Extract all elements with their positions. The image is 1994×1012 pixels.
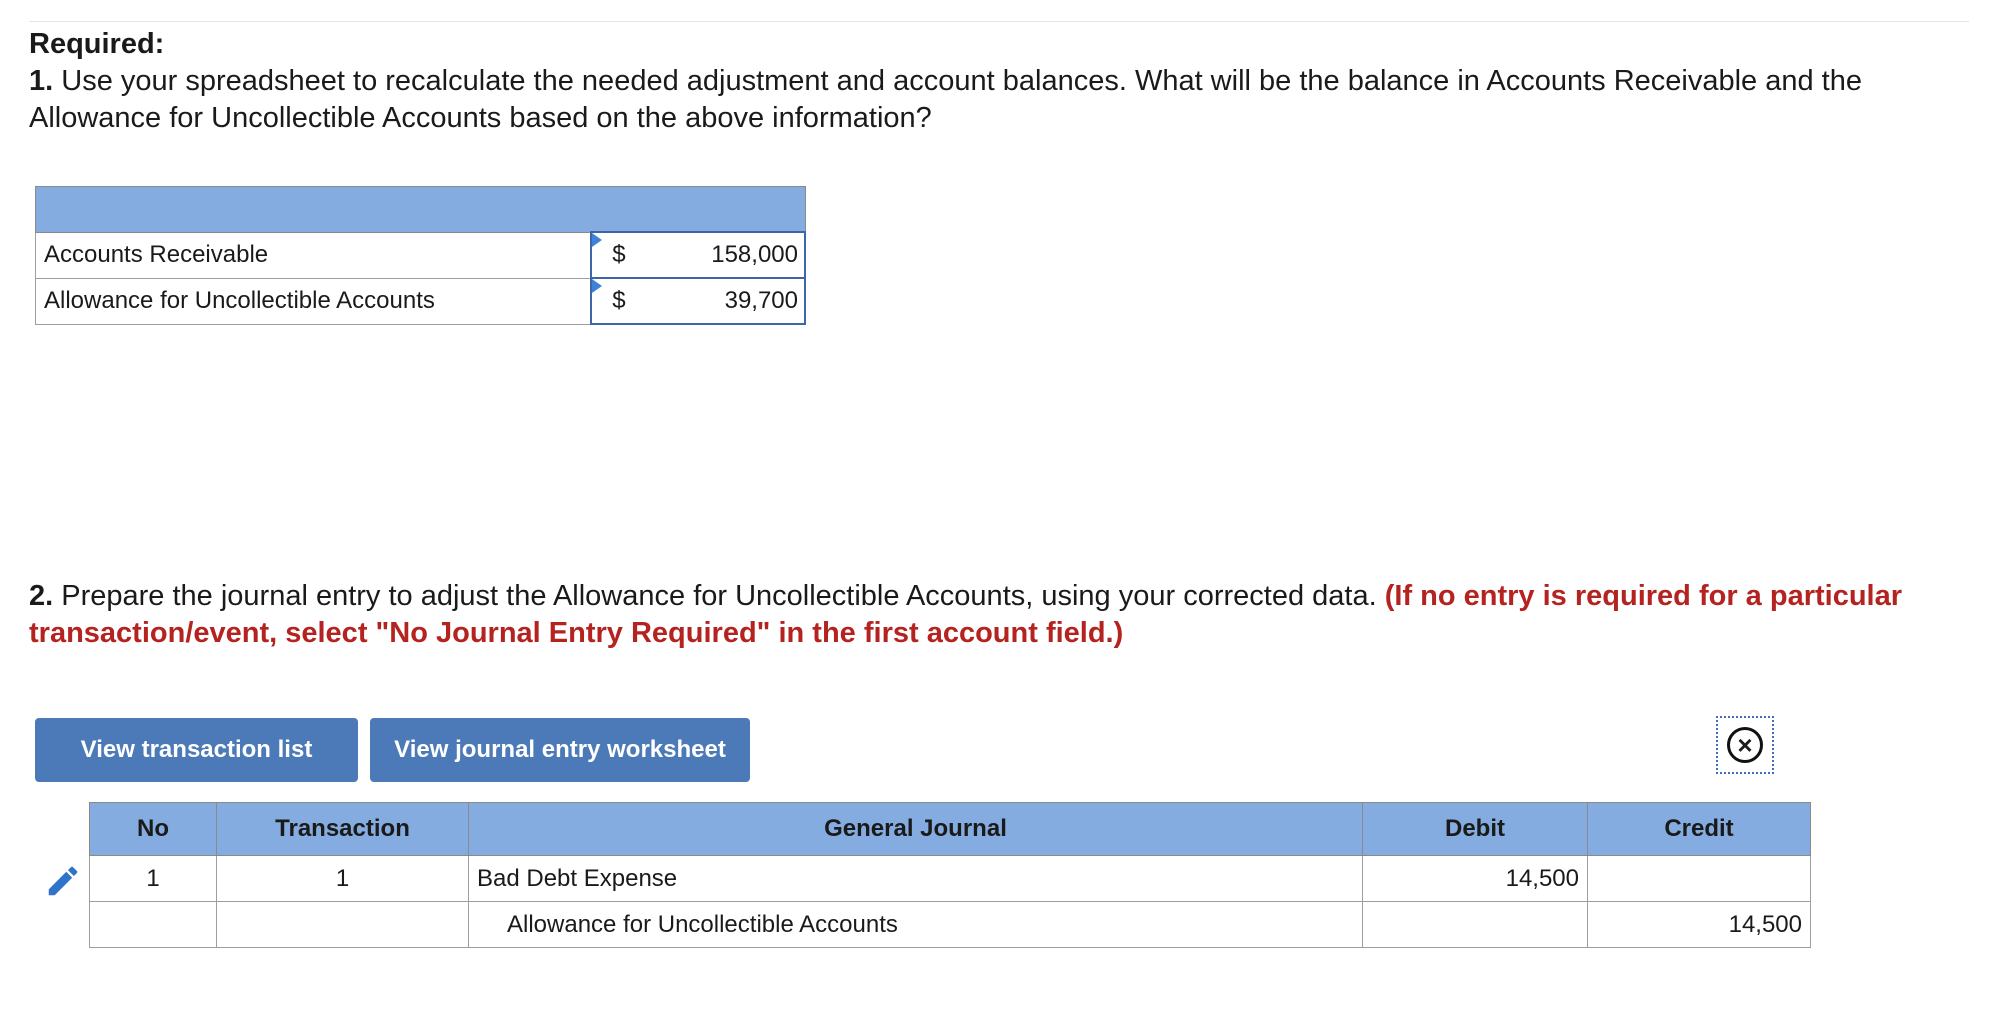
question-1-text: Use your spreadsheet to recalculate the needed adjustment and account balances. What will be the balance in Accounts Receivable and the Allowance for Uncollectible Accounts based on the above information?	[29, 65, 1862, 134]
balance-row-allowance	[36, 278, 806, 324]
balance-table	[35, 186, 806, 325]
column-header-credit: Credit	[1588, 803, 1811, 856]
balance-value: 158,000	[711, 241, 798, 268]
column-header-debit: Debit	[1363, 803, 1588, 856]
top-divider	[29, 21, 1969, 22]
balance-table-header	[36, 187, 806, 233]
journal-header-row	[90, 803, 1811, 856]
account-name: Bad Debt Expense	[469, 856, 1363, 902]
account-name: Allowance for Uncollectible Accounts	[469, 902, 1363, 948]
question-1	[29, 26, 1959, 137]
debit-amount	[1363, 902, 1588, 948]
question-1-number: 1.	[29, 65, 54, 97]
balance-input-allowance[interactable]	[591, 278, 805, 324]
journal-table	[89, 802, 1811, 948]
credit-amount	[1588, 856, 1811, 902]
answer-flag-icon	[592, 233, 602, 247]
question-2-text: Prepare the journal entry to adjust the Allowance for Uncollectible Accounts, using your corrected data.	[61, 580, 1377, 612]
column-header-transaction: Transaction	[217, 803, 469, 856]
transaction-number: 1	[217, 856, 469, 902]
required-heading: Required:	[29, 28, 165, 60]
question-2-number: 2.	[29, 580, 54, 612]
question-2	[29, 578, 1959, 652]
currency-symbol: $	[612, 241, 626, 268]
debit-amount: 14,500	[1363, 856, 1588, 902]
pencil-edit-icon[interactable]	[44, 862, 82, 900]
currency-symbol: $	[612, 287, 626, 314]
question-2-note: (If no entry is required for a particular transaction/event, select "No Journal Entry Required" in the first account field.)	[29, 580, 1903, 649]
table-row[interactable]	[90, 856, 1811, 902]
credit-amount: 14,500	[1588, 902, 1811, 948]
view-journal-entry-worksheet-button[interactable]: View journal entry worksheet	[370, 718, 750, 782]
column-header-no: No	[90, 803, 217, 856]
entry-number	[90, 902, 217, 948]
view-transaction-list-button[interactable]: View transaction list	[35, 718, 358, 782]
entry-number: 1	[90, 856, 217, 902]
close-button[interactable]	[1716, 716, 1774, 774]
balance-label: Allowance for Uncollectible Accounts	[36, 278, 592, 324]
table-row[interactable]	[90, 902, 1811, 948]
balance-row-accounts-receivable	[36, 232, 806, 278]
balance-value: 39,700	[724, 287, 798, 314]
answer-flag-icon	[592, 279, 602, 293]
balance-label: Accounts Receivable	[36, 232, 592, 278]
close-icon: ×	[1727, 727, 1763, 763]
balance-input-accounts-receivable[interactable]	[591, 232, 805, 278]
transaction-number	[217, 902, 469, 948]
column-header-general-journal: General Journal	[469, 803, 1363, 856]
